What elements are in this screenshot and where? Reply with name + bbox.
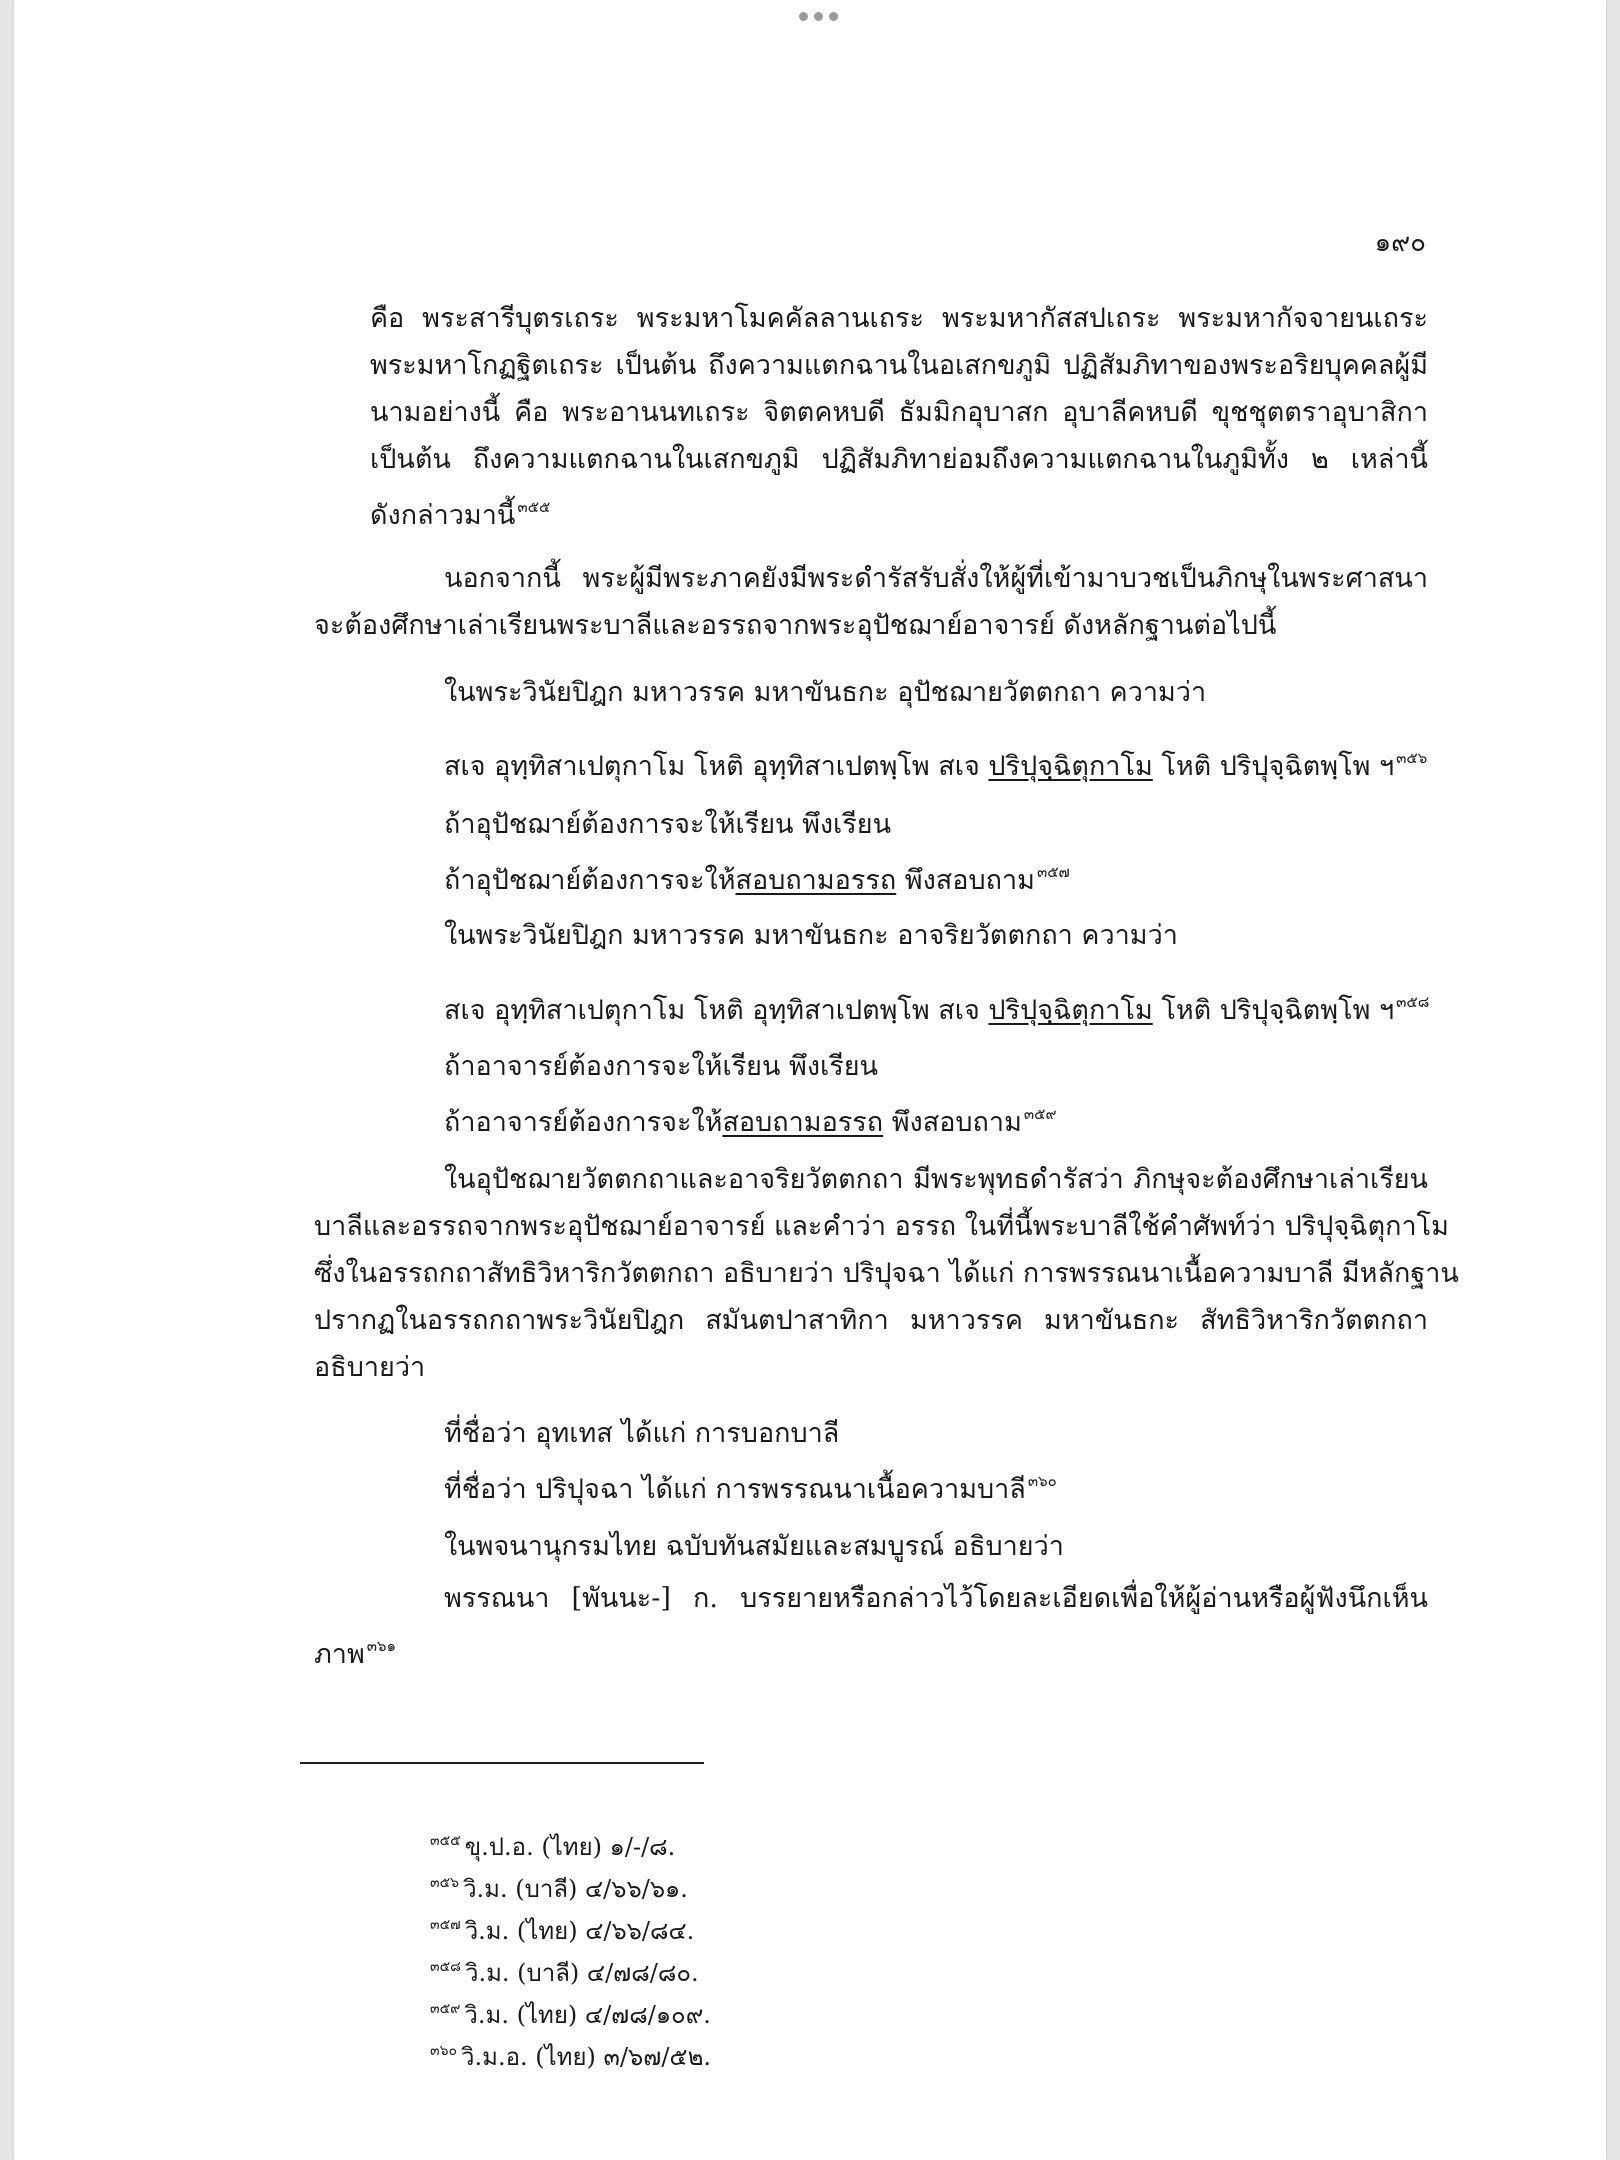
paragraph-line: เป็นต้น ถึงความแตกฉานในเสกขภูมิ ปฏิสัมภิทาย่อมถึงความแตกฉานในภูมิทั้ง ๒ เหล่านี้ — [370, 444, 1428, 475]
footnote-ref[interactable]: ๓๖๐ — [1027, 1472, 1057, 1490]
page-number: ๑๙๐ — [1374, 228, 1426, 258]
translation-text: พึงสอบถาม — [896, 865, 1035, 896]
pali-quote — [444, 982, 1429, 1031]
footnote-number: ๓๕๙ — [430, 2001, 461, 2017]
dot — [814, 12, 823, 21]
definition-line — [444, 1461, 1057, 1510]
quote-source: ในพระวินัยปิฎก มหาวรรค มหาขันธกะ อุปัชฌายวัตตกถา ความว่า — [444, 677, 1207, 708]
translation-line — [444, 852, 1070, 901]
footnote-ref[interactable]: ๓๕๖ — [1396, 749, 1428, 767]
translation-line: ถ้าอุปัชฌาย์ต้องการจะให้เรียน พึงเรียน — [444, 809, 892, 840]
paragraph-line: บาลีและอรรถจากพระอุปัชฌาย์อาจารย์ และคำว่า อรรถ ในที่นี้พระบาลีใช้คำศัพท์ว่า ปริปุจฺฉิตุกาโม — [314, 1211, 1449, 1242]
pali-text: โหติ ปริปุจฺฉิตพฺโพ ฯ — [1152, 995, 1395, 1026]
definition-line: ที่ชื่อว่า อุทเทส ได้แก่ การบอกบาลี — [444, 1418, 840, 1449]
translation-underlined: สอบถามอรรถ — [722, 1107, 884, 1138]
more-options-icon[interactable] — [799, 12, 838, 21]
footnote-text: วิ.ม. (ไทย) ๔/๗๘/๑๐๙. — [464, 2001, 711, 2029]
quote-source: ในพระวินัยปิฎก มหาวรรค มหาขันธกะ อาจริยวัตตกถา ความว่า — [444, 920, 1178, 951]
pali-quote — [444, 738, 1427, 787]
pali-underlined: ปริปุจฺฉิตุกาโม — [988, 995, 1153, 1026]
paragraph-line: ปรากฏในอรรถกถาพระวินัยปิฎก สมันตปาสาทิกา มหาวรรค มหาขันธกะ สัทธิวิหาริกวัตตกถา — [314, 1305, 1428, 1336]
definition-text: ที่ชื่อว่า ปริปุจฉา ได้แก่ การพรรณนาเนื้อความบาลี — [444, 1474, 1026, 1505]
paragraph-line: พรรณนา [พันนะ-] ก. บรรยายหรือกล่าวไว้โดยละเอียดเพื่อให้ผู้อ่านหรือผู้ฟังนึกเห็น — [444, 1583, 1428, 1614]
footnote — [430, 2034, 711, 2074]
pali-text: สเจ อุทฺทิสาเปตุกาโม โหติ อุทฺทิสาเปตพฺโพ สเจ — [444, 995, 989, 1026]
dot — [829, 12, 838, 21]
pali-underlined: ปริปุจฺฉิตุกาโม — [988, 751, 1153, 782]
footnote — [430, 1950, 699, 1990]
paragraph-line: พระมหาโกฏฐิตเถระ เป็นต้น ถึงความแตกฉานในอเสกขภูมิ ปฏิสัมภิทาของพระอริยบุคคลผู้มี — [370, 350, 1428, 381]
paragraph-line: ในอุปัชฌายวัตตกถาและอาจริยวัตตกถา มีพระพุทธดำรัสว่า ภิกษุจะต้องศึกษาเล่าเรียน — [444, 1164, 1428, 1195]
footnote — [430, 1866, 688, 1906]
paragraph-line — [314, 1626, 396, 1675]
footnote-number: ๓๕๘ — [430, 1959, 461, 1975]
paragraph-text: ดังกล่าวมานี้ — [370, 500, 516, 531]
footnote-number: ๓๕๖ — [430, 1875, 460, 1891]
paragraph-line: นอกจากนี้ พระผู้มีพระภาคยังมีพระดำรัสรับสั่งให้ผู้ที่เข้ามาบวชเป็นภิกษุในพระศาสนา — [444, 563, 1428, 594]
footnote-ref[interactable]: ๓๕๙ — [1023, 1105, 1057, 1123]
document-page — [14, 0, 1606, 2160]
translation-text: ถ้าอุปัชฌาย์ต้องการจะให้ — [444, 865, 736, 896]
paragraph-line: นามอย่างนี้ คือ พระอานนทเถระ จิตตคหบดี ธัมมิกอุบาสก อุบาลีคหบดี ขุชชุตตราอุบาสิกา — [370, 397, 1428, 428]
footnote-text: ขุ.ป.อ. (ไทย) ๑/-/๘. — [464, 1833, 676, 1861]
paragraph-line: คือ พระสารีบุตรเถระ พระมหาโมคคัลลานเถระ พระมหากัสสปเถระ พระมหากัจจายนเถระ — [370, 303, 1428, 334]
paragraph-line — [370, 487, 550, 536]
footnote-number: ๓๕๗ — [430, 1917, 461, 1933]
footnote-ref[interactable]: ๓๖๑ — [366, 1637, 397, 1655]
translation-underlined: สอบถามอรรถ — [735, 865, 897, 896]
footnote — [430, 1824, 675, 1864]
footnote-text: วิ.ม. (ไทย) ๔/๖๖/๘๔. — [464, 1917, 695, 1945]
footnote — [430, 1992, 711, 2032]
footnote-number: ๓๖๐ — [430, 2043, 458, 2059]
translation-line: ถ้าอาจารย์ต้องการจะให้เรียน พึงเรียน — [444, 1051, 879, 1082]
paragraph-line: จะต้องศึกษาเล่าเรียนพระบาลีและอรรถจากพระอุปัชฌาย์อาจารย์ ดังหลักฐานต่อไปนี้ — [314, 610, 1277, 641]
translation-text: ถ้าอาจารย์ต้องการจะให้ — [444, 1107, 723, 1138]
footnote-text: วิ.ม. (บาลี) ๔/๗๘/๘๐. — [464, 1959, 699, 1987]
footnote-ref[interactable]: ๓๕๗ — [1036, 863, 1070, 881]
pali-text: สเจ อุทฺทิสาเปตุกาโม โหติ อุทฺทิสาเปตพฺโพ สเจ — [444, 751, 989, 782]
translation-text: พึงสอบถาม — [883, 1107, 1022, 1138]
paragraph-text: ภาพ — [314, 1639, 365, 1670]
footnote-number: ๓๕๕ — [430, 1833, 461, 1849]
dot — [799, 12, 808, 21]
pali-text: โหติ ปริปุจฺฉิตพฺโพ ฯ — [1152, 751, 1395, 782]
paragraph-line: ซึ่งในอรรถกถาสัทธิวิหาริกวัตตกถา อธิบายว่า ปริปุจฉา ได้แก่ การพรรณนาเนื้อความบาลี มีหลักฐาน — [314, 1258, 1459, 1289]
footnote-ref[interactable]: ๓๕๘ — [1396, 993, 1430, 1011]
footnote-text: วิ.ม. (บาลี) ๔/๖๖/๖๑. — [463, 1875, 688, 1903]
paragraph-line: อธิบายว่า — [314, 1352, 426, 1383]
footnote-ref[interactable]: ๓๕๕ — [517, 498, 551, 516]
footnote-text: วิ.ม.อ. (ไทย) ๓/๖๗/๕๒. — [461, 2043, 712, 2071]
footnote-separator — [300, 1762, 704, 1764]
translation-line — [444, 1094, 1056, 1143]
footnote — [430, 1908, 694, 1948]
paragraph-line: ในพจนานุกรมไทย ฉบับทันสมัยและสมบูรณ์ อธิบายว่า — [444, 1531, 1064, 1562]
